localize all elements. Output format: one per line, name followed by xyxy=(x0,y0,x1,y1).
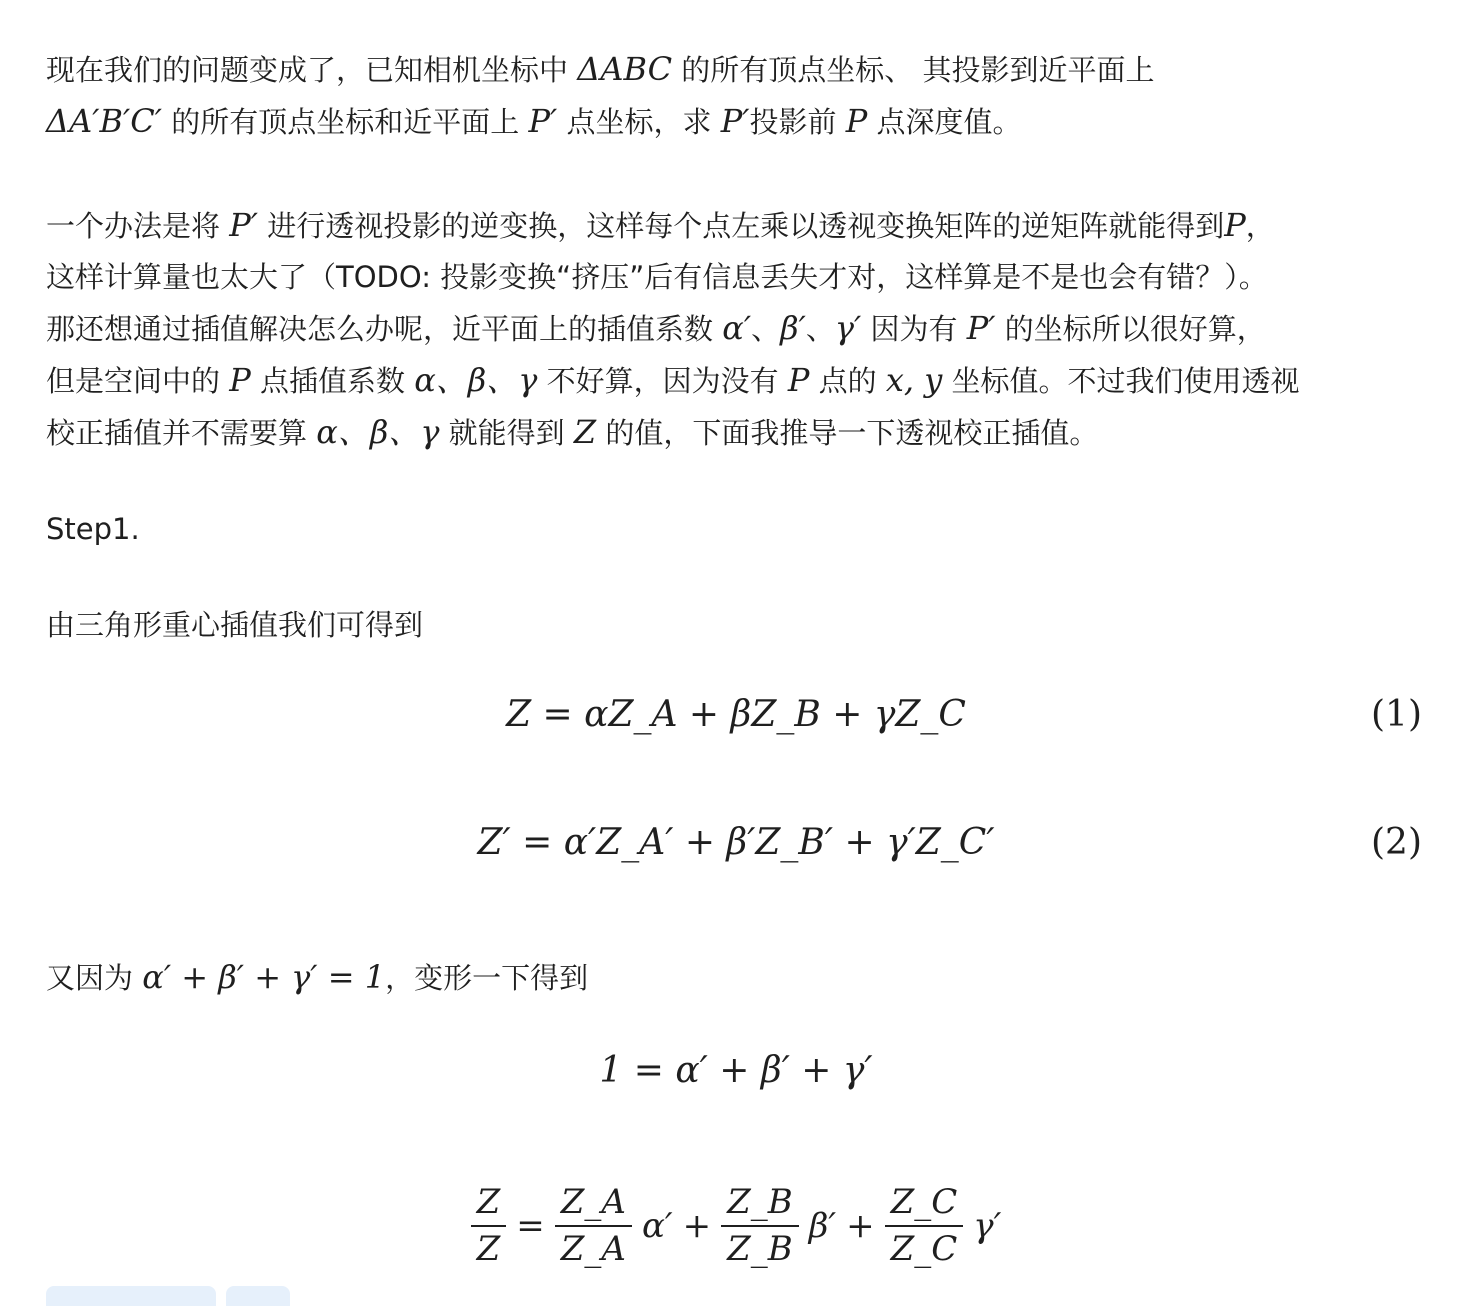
text: 、 xyxy=(805,312,835,346)
fraction-den: Z xyxy=(476,1229,501,1269)
fraction-den: Z_A xyxy=(560,1229,626,1269)
text: 的所有顶点坐标、 其投影到近平面上 xyxy=(672,53,1155,87)
tag-chip[interactable] xyxy=(226,1286,290,1306)
text: 点插值系数 xyxy=(250,364,415,398)
step-heading: Step1. xyxy=(46,512,140,546)
equation-4 xyxy=(471,1176,1002,1276)
equation-2: Z′ = α′Z_A′ + β′Z_B′ + γ′Z_C′ xyxy=(477,822,995,863)
math-alpha-prime: α′ xyxy=(722,309,752,347)
math-p-prime: P′ xyxy=(720,102,750,140)
math-triangle-abc-prime: ΔA′B′C′ xyxy=(46,102,163,140)
text: 的所有顶点坐标和近平面上 xyxy=(162,105,529,139)
paragraph-problem-statement xyxy=(46,44,1426,148)
math-p-prime: P′ xyxy=(528,102,558,140)
math-gamma-prime: γ′ xyxy=(834,309,862,347)
text: 点坐标，求 xyxy=(557,105,721,139)
math-xy: x, y xyxy=(885,361,943,399)
fraction-b xyxy=(721,1181,799,1269)
math-triangle-abc: ΔABC xyxy=(577,50,673,88)
coef-alpha-prime: α′ xyxy=(641,1206,673,1246)
fraction-num: Z xyxy=(471,1184,507,1227)
equals-sign: = xyxy=(516,1206,545,1246)
paragraph-approach xyxy=(46,200,1426,459)
text: 又因为 xyxy=(46,961,143,995)
fraction-num: Z_B xyxy=(721,1184,799,1227)
plus-sign: + xyxy=(682,1206,712,1246)
equation-2-label: (2) xyxy=(1371,822,1422,863)
text: 这样计算量也太大了（TODO: 投影变换“挤压”后有信息丢失才对，这样算是不是也会有错？）。 xyxy=(46,260,1268,294)
math-p: P xyxy=(845,102,868,140)
fraction-a xyxy=(555,1181,632,1269)
text: ，变形一下得到 xyxy=(385,961,589,995)
text: 一个办法是将 xyxy=(46,209,230,243)
math-p: P xyxy=(787,361,810,399)
math-p: P xyxy=(229,361,251,399)
text: 的值，下面我推导一下透视校正插值。 xyxy=(596,416,1099,450)
bottom-tag-strip xyxy=(46,1286,290,1306)
text: 现在我们的问题变成了，已知相机坐标中 xyxy=(46,53,578,87)
paragraph-barycentric: 由三角形重心插值我们可得到 xyxy=(46,608,424,642)
tag-chip[interactable] xyxy=(46,1286,216,1306)
equation-3: 1 = α′ + β′ + γ′ xyxy=(599,1050,873,1091)
equation-4-row xyxy=(46,1176,1426,1276)
fraction-lhs xyxy=(471,1181,507,1269)
equation-3-row xyxy=(46,1050,1426,1100)
equation-1-row xyxy=(46,694,1426,744)
math-z: Z xyxy=(573,413,597,451)
math-beta-prime: β′ xyxy=(780,309,806,347)
plus-sign: + xyxy=(846,1206,875,1246)
text: 点深度值。 xyxy=(867,105,1022,139)
text: 但是空间中的 xyxy=(46,364,230,398)
math-p-prime: P′ xyxy=(229,206,259,244)
text: 进行透视投影的逆变换，这样每个点左乘以透视变换矩阵的逆矩阵就能得到 xyxy=(258,209,1225,243)
text: 不好算，因为没有 xyxy=(537,364,788,398)
text: 校正插值并不需要算 xyxy=(46,416,317,450)
equation-1-label: (1) xyxy=(1371,694,1422,735)
text: ， xyxy=(1245,209,1275,243)
text: 那还想通过插值解决怎么办呢，近平面上的插值系数 xyxy=(46,312,723,346)
coef-beta-prime: β′ xyxy=(808,1206,837,1246)
text: 投影前 xyxy=(749,105,846,139)
fraction-den: Z_C xyxy=(890,1229,958,1269)
text: 点的 xyxy=(809,364,886,398)
paragraph-constraint xyxy=(46,952,588,1004)
text: 就能得到 xyxy=(439,416,574,450)
fraction-den: Z_B xyxy=(727,1229,793,1269)
article-body xyxy=(46,44,1426,459)
math-alpha-beta-gamma: α、β、γ xyxy=(414,361,538,399)
text: 因为有 xyxy=(861,312,967,346)
fraction-c xyxy=(885,1181,964,1269)
math-p-prime: P′ xyxy=(966,309,996,347)
equation-2-row xyxy=(46,822,1426,872)
text: 、 xyxy=(751,312,781,346)
coef-gamma-prime: γ′ xyxy=(973,1206,1002,1246)
fraction-num: Z_C xyxy=(885,1184,964,1227)
math-p: P xyxy=(1224,206,1246,244)
text: 的坐标所以很好算， xyxy=(995,312,1266,346)
math-sum-equals-one: α′ + β′ + γ′ = 1 xyxy=(142,958,386,996)
text: 坐标值。不过我们使用透视 xyxy=(942,364,1300,398)
math-alpha-beta-gamma: α、β、γ xyxy=(316,413,440,451)
fraction-num: Z_A xyxy=(555,1184,632,1227)
equation-1: Z = αZ_A + βZ_B + γZ_C xyxy=(506,694,966,735)
